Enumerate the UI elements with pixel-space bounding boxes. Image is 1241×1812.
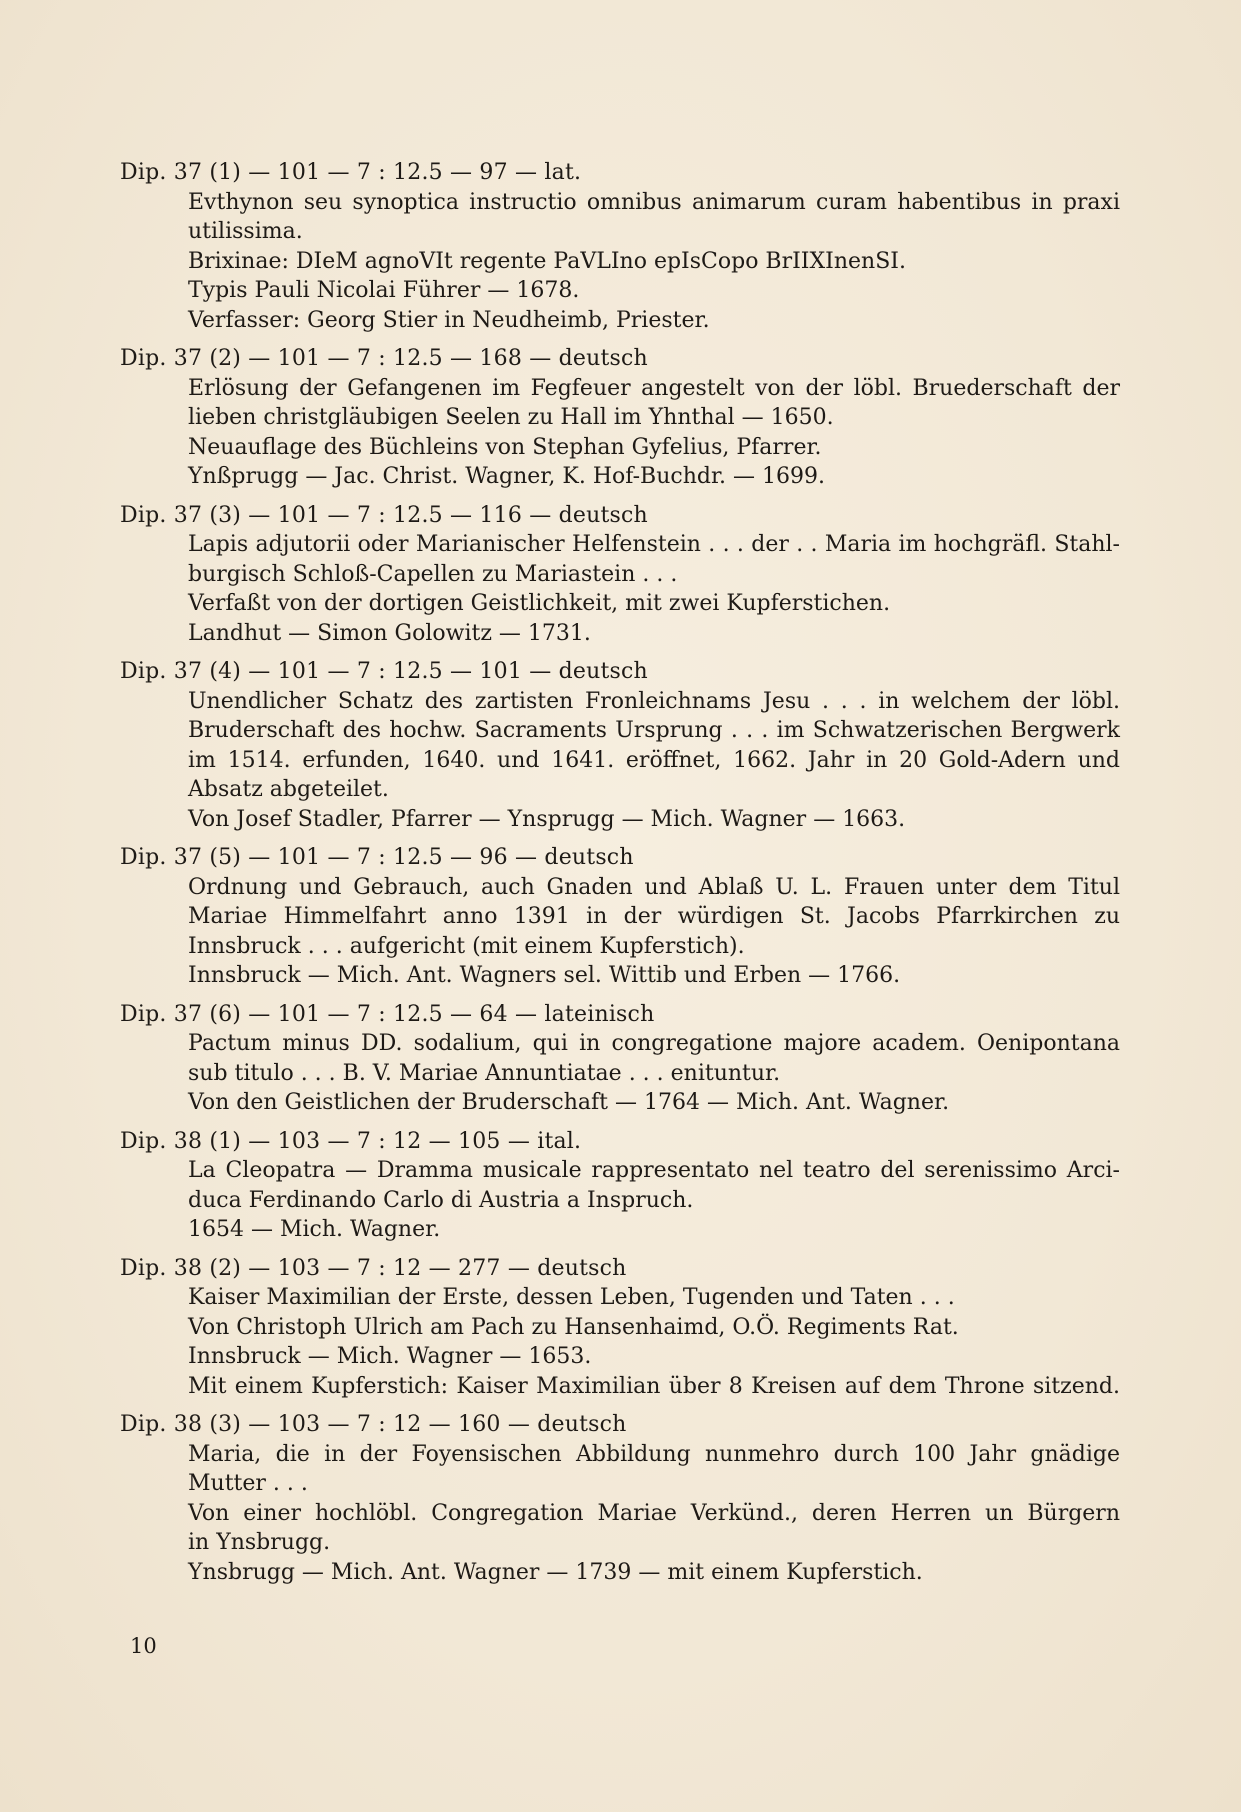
entry-line: Innsbruck — Mich. Wagner — 1653. [188, 1344, 592, 1369]
catalog-entry [120, 501, 1120, 649]
catalog-entry [120, 657, 1120, 834]
entry-line: Unendlicher Schatz des zartisten Fronleichnams Jesu . . . in welchem der löbl. [188, 688, 1120, 714]
entry-line: Ynßprugg — Jac. Christ. Wagner, K. Hof-Buchdr. — 1699. [188, 464, 826, 489]
entry-line: Innsbruck — Mich. Ant. Wagners sel. Wittib und Erben — 1766. [188, 963, 901, 988]
entry-line: Maria, die in der Foyensischen Abbildung nunmehro durch 100 Jahr gnädige [188, 1441, 1120, 1467]
page-number: 10 [130, 1634, 157, 1658]
entry-line: Verfaßt von der dortigen Geistlichkeit, mit zwei Kupferstichen. [188, 591, 891, 616]
entry-description [120, 687, 1120, 835]
entry-line: sub titulo . . . B. V. Mariae Annuntiatae . . . enituntur. [188, 1060, 781, 1086]
entry-heading: Dip. 38 (2) — 103 — 7 : 12 — 277 — deutsch [120, 1255, 627, 1281]
entry-line: Absatz abgeteilet. [188, 777, 389, 802]
entry-heading: Dip. 38 (1) — 103 — 7 : 12 — 105 — ital. [120, 1128, 582, 1154]
entry-description [120, 1283, 1120, 1401]
entry-heading: Dip. 38 (3) — 103 — 7 : 12 — 160 — deutsch [120, 1412, 627, 1437]
entry-line: Innsbruck . . . aufgericht (mit einem Kupferstich). [188, 933, 745, 959]
entry-line: Verfasser: Georg Stier in Neudheimb, Priester. [188, 307, 710, 333]
entry-line: in Ynsbrugg. [188, 1530, 331, 1555]
entry-line: im 1514. erfunden, 1640. und 1641. eröffnet, 1662. Jahr in 20 Gold-Adern und [188, 747, 1120, 773]
entry-line: duca Ferdinando Carlo di Austria a Inspruch. [188, 1187, 694, 1213]
entry-line: 1654 — Mich. Wagner. [188, 1217, 441, 1242]
entry-line: Von einer hochlöbl. Congregation Mariae Verkünd., deren Herren un Bürgern [188, 1500, 1120, 1526]
entry-line: burgisch Schloß-Capellen zu Mariastein . . . [188, 561, 678, 587]
entry-line: Kaiser Maximilian der Erste, dessen Leben, Tugenden und Taten . . . [188, 1285, 955, 1310]
entry-line: Pactum minus DD. sodalium, qui in congregatione majore academ. Oenipontana [188, 1031, 1120, 1056]
catalog-entry [120, 158, 1120, 335]
entry-line: Mit einem Kupferstich: Kaiser Maximilian über 8 Kreisen auf dem Throne sitzend. [188, 1373, 1120, 1399]
entry-line: Neuauflage des Büchleins von Stephan Gyfelius, Pfarrer. [188, 434, 822, 460]
entry-line: Von Josef Stadler, Pfarrer — Ynsprugg — Mich. Wagner — 1663. [188, 806, 906, 832]
entry-description [120, 1029, 1120, 1118]
catalog-entries [120, 158, 1120, 1596]
entry-line: Von den Geistlichen der Bruderschaft — 1764 — Mich. Ant. Wagner. [188, 1090, 950, 1115]
entry-line: Ordnung und Gebrauch, auch Gnaden und Ablaß U. L. Frauen unter dem Titul [188, 874, 1120, 900]
entry-line: Lapis adjutorii oder Marianischer Helfenstein . . . der . . Maria im hochgräfl. Stahl- [188, 532, 1120, 557]
entry-line: Ynsbrugg — Mich. Ant. Wagner — 1739 — mit einem Kupferstich. [188, 1559, 923, 1585]
entry-heading: Dip. 37 (1) — 101 — 7 : 12.5 — 97 — lat. [120, 160, 582, 185]
entry-line: Mutter . . . [188, 1471, 308, 1496]
entry-heading: Dip. 37 (4) — 101 — 7 : 12.5 — 101 — deutsch [120, 659, 648, 684]
catalog-entry [120, 1254, 1120, 1402]
entry-line: lieben christgläubigen Seelen zu Hall im Yhnthal — 1650. [188, 405, 834, 430]
entry-heading: Dip. 37 (3) — 101 — 7 : 12.5 — 116 — deutsch [120, 502, 648, 528]
catalog-entry [120, 1410, 1120, 1587]
catalog-entry [120, 1127, 1120, 1245]
entry-description [120, 374, 1120, 492]
catalog-entry [120, 344, 1120, 492]
catalog-entry [120, 1000, 1120, 1118]
entry-description [120, 530, 1120, 648]
entry-description [120, 873, 1120, 991]
entry-heading: Dip. 37 (5) — 101 — 7 : 12.5 — 96 — deutsch [120, 845, 634, 870]
entry-line: Bruderschaft des hochw. Sacraments Ursprung . . . im Schwatzerischen Bergwerk [188, 718, 1120, 743]
entry-line: Mariae Himmelfahrt anno 1391 in der würdigen St. Jacobs Pfarrkirchen zu [188, 904, 1120, 929]
entry-line: Typis Pauli Nicolai Führer — 1678. [188, 278, 580, 303]
entry-description [120, 1440, 1120, 1588]
entry-heading: Dip. 37 (2) — 101 — 7 : 12.5 — 168 — deutsch [120, 346, 648, 371]
entry-description [120, 188, 1120, 336]
entry-line: Evthynon seu synoptica instructio omnibus animarum curam habentibus in praxi [188, 189, 1120, 215]
entry-description [120, 1156, 1120, 1245]
entry-line: Erlösung der Gefangenen im Fegfeuer angestelt von der löbl. Bruederschaft der [188, 375, 1120, 401]
entry-line: Brixinae: DIeM agnoVIt regente PaVLIno epIsCopo BrIIXInenSI. [188, 248, 906, 274]
catalog-entry [120, 843, 1120, 991]
entry-line: Von Christoph Ulrich am Pach zu Hansenhaimd, O.Ö. Regiments Rat. [188, 1314, 959, 1340]
entry-heading: Dip. 37 (6) — 101 — 7 : 12.5 — 64 — lateinisch [120, 1001, 655, 1027]
entry-line: La Cleopatra — Dramma musicale rappresentato nel teatro del serenissimo Arci- [188, 1158, 1120, 1183]
entry-line: Landhut — Simon Golowitz — 1731. [188, 620, 591, 646]
entry-line: utilissima. [188, 219, 303, 244]
